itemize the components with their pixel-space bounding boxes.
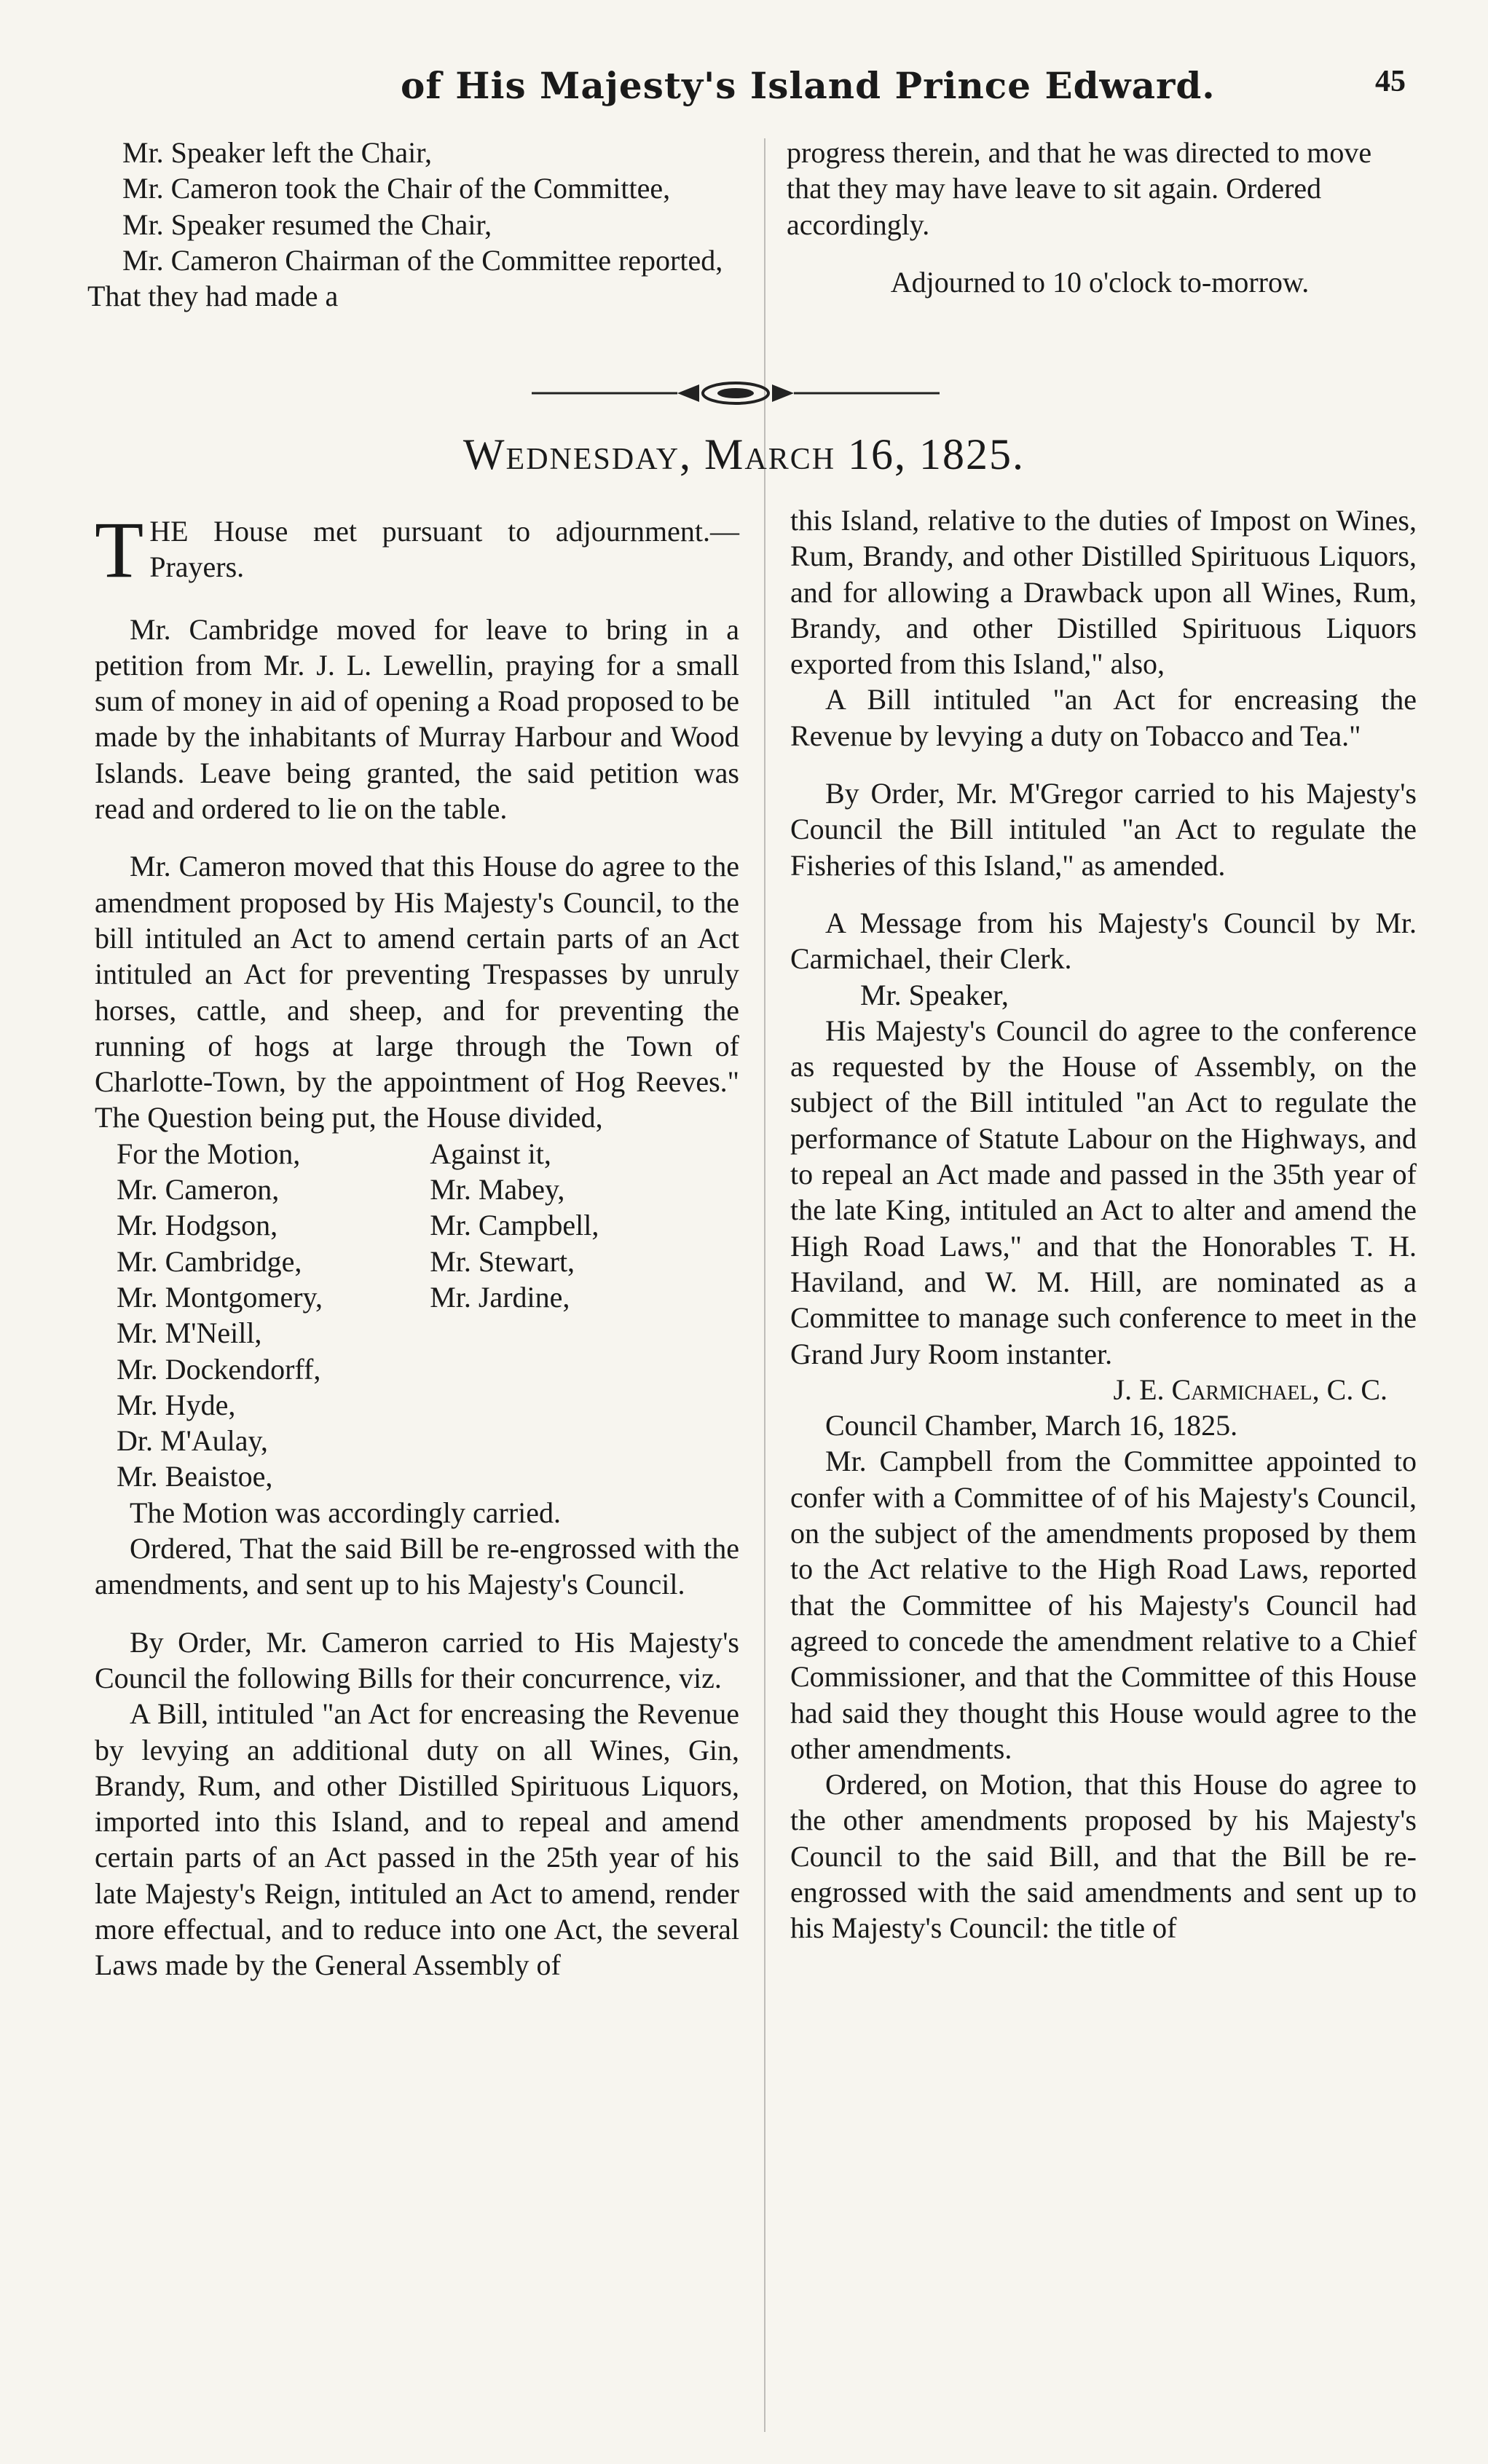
paragraph: Ordered, That the said Bill be re-engrossed with the amendments, and sent up to his Majesty's Council.: [95, 1532, 739, 1601]
salutation: Mr. Speaker,: [860, 978, 1009, 1011]
opening-text: HE House met pursuant to adjournment.—Prayers.: [149, 515, 739, 584]
paragraph: Ordered, on Motion, that this House do agree to the other amendments proposed by his Majesty's Council to the said Bill, and that the Bill be re-engrossed with the said amendments and sent up to his Majesty's Council: the title of: [790, 1768, 1417, 1945]
table-row: [95, 1351, 739, 1387]
paragraph: A Message from his Majesty's Council by Mr. Carmichael, their Clerk.: [790, 906, 1417, 976]
vote-against: Mr. Campbell,: [430, 1209, 599, 1242]
right-column: [790, 502, 1417, 1946]
vote-against: [430, 1458, 739, 1494]
vote-for: Mr. M'Neill,: [117, 1316, 262, 1350]
vote-for: Mr. Cambridge,: [117, 1244, 302, 1278]
paragraph: Mr. Cameron took the Chair of the Committee,: [122, 172, 671, 205]
signature-place: Council Chamber, March 16, 1825.: [825, 1409, 1238, 1442]
paragraph: this Island, relative to the duties of Impost on Wines, Rum, Brandy, and other Distilled Spirituous Liquors, and for allowing a Drawback upon all Wines, Rum, Brandy, and other Distilled Spirituous Liquors exported from this Island," also,: [790, 504, 1417, 681]
running-title: of His Majesty's Island Prince Edward.: [401, 64, 1216, 107]
paragraph: Mr. Cameron Chairman of the Committee reported, That they had made a: [87, 243, 723, 313]
paragraph: By Order, Mr. Cameron carried to His Majesty's Council the following Bills for their concurrence, viz.: [95, 1625, 739, 1694]
table-row: [95, 1387, 739, 1423]
paragraph: A Bill intituled "an Act for encreasing the Revenue by levying a duty on Tobacco and Tea.": [790, 683, 1417, 752]
vote-for: Mr. Cameron,: [117, 1173, 280, 1207]
paragraph: Mr. Campbell from the Committee appointed to confer with a Committee of of his Majesty's Council, on the subject of the amendments proposed by them to the Act relative to the High Road Laws, reported that the Committee of his Majesty's Council had agreed to concede the amendment relative to a Chief Commissioner, and that the Committee of this House had said they thought this House would agree to the other amendments.: [790, 1445, 1417, 1765]
date-heading: Wednesday, March 16, 1825.: [462, 430, 1026, 478]
paragraph: The Motion was accordingly carried.: [130, 1496, 562, 1529]
vote-for: Mr. Hodgson,: [117, 1209, 278, 1242]
paragraph: A Bill, intituled "an Act for encreasing the Revenue by levying an additional duty on all Wines, Gin, Brandy, Rum, and other Distilled Spirituous Liquors, imported into this Island, and to repeal and amend certain parts of an Act passed in the 25th year of his late Majesty's Reign, intituled an Act to amend, render more effectual, and to reduce into one Act, the several Laws made by the General Assembly of: [95, 1697, 739, 1982]
vote-against: Mr. Jardine,: [430, 1280, 570, 1314]
top-left-column: [87, 135, 736, 314]
vote-for: Mr. Montgomery,: [117, 1280, 323, 1314]
table-row: [95, 1315, 739, 1351]
paragraph: His Majesty's Council do agree to the conference as requested by the House of Assembly, on the subject of the Bill intituled "an Act to regulate the performance of Statute Labour on the Highways, and to repeal an Act made and passed in the 35th year of the late King, intituled an Act to alter and amend the High Road Laws," and that the Honorables T. H. Haviland, and W. M. Hill, are nominated as a Committee to manage such conference to meet in the Grand Jury Room instanter.: [790, 1014, 1417, 1370]
top-right-column: [787, 135, 1413, 300]
paragraph: progress therein, and that he was directed to move that they may have leave to sit again. Ordered accordingly.: [787, 136, 1372, 241]
table-row: [95, 1244, 739, 1279]
table-row: [95, 1172, 739, 1207]
drop-cap: T: [95, 505, 144, 594]
division-list: [95, 1136, 739, 1495]
page-number: 45: [1375, 65, 1406, 98]
vote-for: Mr. Dockendorff,: [117, 1352, 321, 1386]
paragraph: Mr. Cambridge moved for leave to bring in a petition from Mr. J. L. Lewellin, praying for a small sum of money in aid of opening a Road proposed to be made by the inhabitants of Murray Harbour and Wood Islands. Leave being granted, the said petition was read and ordered to lie on the table.: [95, 612, 739, 826]
table-row: [95, 1207, 739, 1243]
table-row: [95, 1136, 739, 1172]
paragraph: By Order, Mr. M'Gregor carried to his Majesty's Council the Bill intituled "an Act to regulate the Fisheries of this Island," as amended.: [790, 777, 1417, 882]
vote-for: Mr. Beaistoe,: [117, 1460, 273, 1493]
ornamental-divider: [532, 371, 940, 415]
vote-against: Mr. Stewart,: [430, 1244, 575, 1278]
adjournment-line: Adjourned to 10 o'clock to-morrow.: [890, 265, 1310, 299]
paragraph: Mr. Speaker left the Chair,: [122, 136, 432, 169]
table-row: [95, 1423, 739, 1458]
paragraph: Mr. Cameron moved that this House do agree to the amendment proposed by His Majesty's Council, to the bill intituled an Act to amend certain parts of an Act intituled an Act for preventing Trespasses by unruly horses, cattle, and sheep, and for preventing the running of hogs at large through the Town of Charlotte-Town, by the appointment of Hog Reeves." The Question being put, the House divided,: [95, 850, 739, 1134]
left-column: [95, 505, 739, 1983]
running-header: [342, 64, 1406, 122]
vote-against: [430, 1423, 739, 1458]
vote-for: Dr. M'Aulay,: [117, 1424, 268, 1458]
vote-against: [430, 1351, 739, 1387]
paragraph: Mr. Speaker resumed the Chair,: [122, 208, 492, 241]
vote-for: For the Motion,: [117, 1137, 301, 1170]
signature: J. E. Carmichael, C. C.: [1113, 1373, 1387, 1406]
vote-for: Mr. Hyde,: [117, 1388, 236, 1421]
opening-paragraph: [95, 505, 739, 594]
column-rule: [764, 138, 765, 2432]
vote-against: [430, 1315, 739, 1351]
vote-against: Mr. Mabey,: [430, 1173, 565, 1207]
table-row: [95, 1458, 739, 1494]
table-row: [95, 1279, 739, 1315]
vote-against: Against it,: [430, 1137, 551, 1170]
vote-against: [430, 1387, 739, 1423]
